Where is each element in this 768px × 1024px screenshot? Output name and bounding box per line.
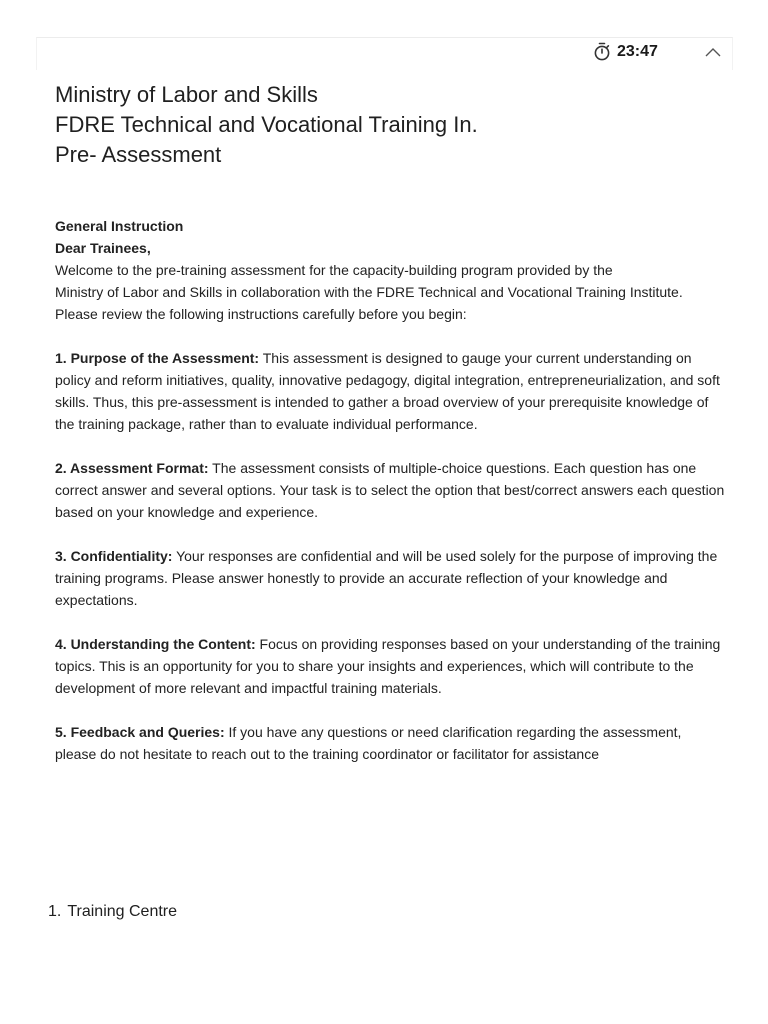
stopwatch-icon [593, 42, 611, 62]
question-text: Training Centre [67, 903, 178, 920]
instructions-greeting: Dear Trainees, [55, 240, 151, 256]
intro-line-1: Welcome to the pre-training assessment for the capacity-building program provided by the [55, 262, 613, 278]
instruction-item-text: This assessment is designed to gauge your current understanding on policy and reform initiatives, quality, innovative pedagogy, digital integration, entrepreneurialization, and soft skills. Thus, this pre-assessment is intended to gather a broad overview of your prerequisite knowledge of the training package, rather than to evaluate individual performance. [55, 350, 720, 432]
instruction-item-label: 1. Purpose of the Assessment: [55, 350, 260, 366]
timer-value: 23:47 [617, 43, 658, 60]
instruction-item-text: Focus on providing responses based on your understanding of the training topics. This is an opportunity for you to share your insights and experiences, which will contribute to the development of more relevant and impactful training materials. [55, 636, 721, 696]
timer [593, 42, 658, 62]
instructions-heading: General Instruction [55, 218, 184, 234]
instruction-item-content [55, 633, 725, 699]
top-bar [36, 37, 733, 70]
question-number: 1. [48, 903, 62, 920]
instruction-item-purpose [55, 347, 725, 435]
instruction-item-format [55, 457, 725, 523]
collapse-button[interactable] [703, 45, 723, 61]
intro-line-3: Please review the following instructions carefully before you begin: [55, 306, 467, 322]
instruction-item-label: 5. Feedback and Queries: [55, 724, 225, 740]
chevron-up-icon [703, 45, 723, 61]
instruction-item-label: 2. Assessment Format: [55, 460, 209, 476]
title-assessment: Pre- Assessment [55, 142, 222, 167]
instruction-item-text: Your responses are confidential and will be used solely for the purpose of improving the training programs. Please answer honestly to provide an accurate reflection of your knowledge and expectations. [55, 548, 718, 608]
title-institute: FDRE Technical and Vocational Training In. [55, 112, 478, 137]
question-item [48, 903, 177, 921]
instruction-item-feedback [55, 721, 725, 765]
general-instructions [55, 215, 725, 765]
instruction-item-label: 3. Confidentiality: [55, 548, 173, 564]
page-title [55, 80, 478, 170]
title-ministry: Ministry of Labor and Skills [55, 82, 318, 107]
instruction-item-confidentiality [55, 545, 725, 611]
instruction-item-text: If you have any questions or need clarification regarding the assessment, please do not hesitate to reach out to the training coordinator or facilitator for assistance [55, 724, 682, 762]
intro-line-2: Ministry of Labor and Skills in collaboration with the FDRE Technical and Vocational Training Institute. [55, 284, 683, 300]
instruction-item-label: 4. Understanding the Content: [55, 636, 256, 652]
instruction-item-text: The assessment consists of multiple-choice questions. Each question has one correct answer and several options. Your task is to select the option that best/correct answers each question based on your knowledge and experience. [55, 460, 725, 520]
